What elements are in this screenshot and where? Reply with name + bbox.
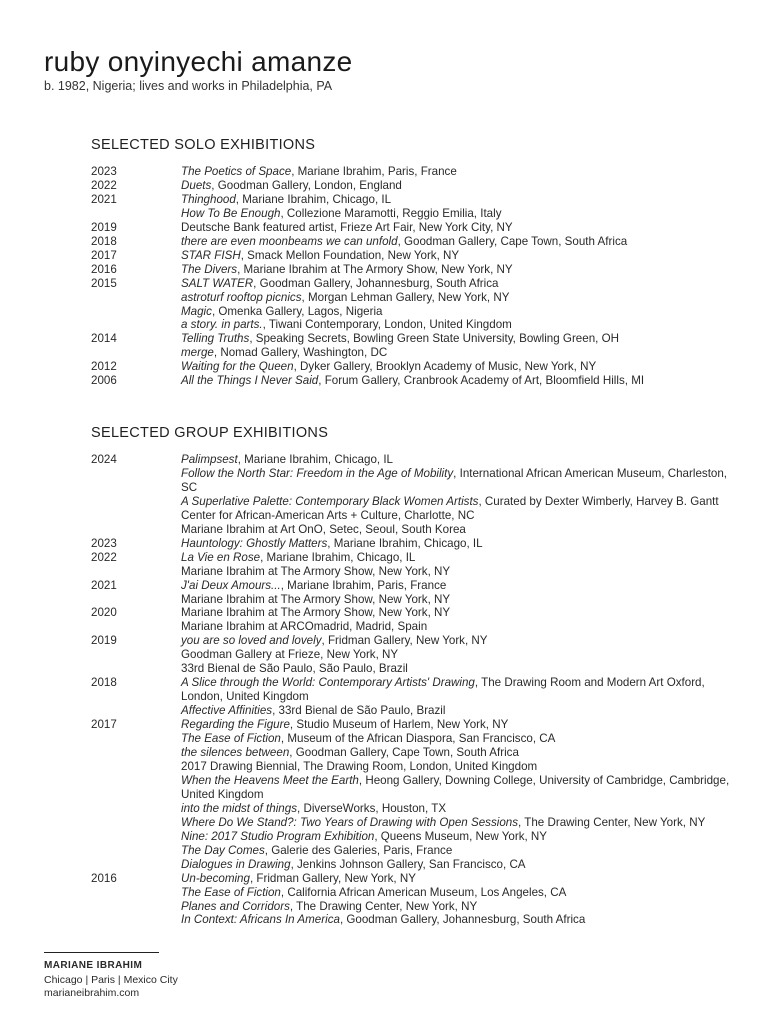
exhibition-entries xyxy=(181,277,731,333)
exhibition-title: a story. in parts. xyxy=(181,318,263,332)
exhibition-title: there are even moonbeams we can unfold xyxy=(181,234,398,248)
year-group xyxy=(91,579,731,607)
exhibition-entry xyxy=(181,746,731,760)
exhibition-year: 2019 xyxy=(91,220,117,234)
exhibition-title: SALT WATER xyxy=(181,276,254,290)
exhibition-entry xyxy=(181,844,731,858)
exhibition-title: Affective Affinities xyxy=(181,704,273,718)
exhibition-details: , Goodman Gallery, London, England xyxy=(211,178,402,192)
exhibition-entry xyxy=(181,648,731,662)
exhibition-entry xyxy=(181,332,731,346)
year-group xyxy=(91,551,731,579)
exhibition-details: , 33rd Bienal de São Paulo, Brazil xyxy=(272,704,446,718)
exhibition-details: , The Drawing Center, New York, NY xyxy=(518,815,706,829)
exhibition-title: Regarding the Figure xyxy=(181,718,290,732)
exhibition-entry xyxy=(181,620,731,634)
exhibition-entry xyxy=(181,523,731,537)
exhibition-entry xyxy=(181,305,731,319)
year-group xyxy=(91,221,731,235)
year-group xyxy=(91,676,731,718)
exhibition-title: Planes and Corridors xyxy=(181,899,290,913)
exhibition-details: , Collezione Maramotti, Reggio Emilia, Italy xyxy=(280,206,502,220)
exhibition-title: Telling Truths xyxy=(181,332,250,346)
exhibition-details: Mariane Ibrahim at Art OnO, Setec, Seoul, South Korea xyxy=(181,522,466,536)
exhibition-details: , Nomad Gallery, Washington, DC xyxy=(213,346,388,360)
exhibition-title: Palimpsest xyxy=(181,453,238,466)
exhibition-title: Duets xyxy=(181,178,212,192)
exhibition-year: 2022 xyxy=(91,178,117,192)
exhibition-details: Mariane Ibrahim at The Armory Show, New York, NY xyxy=(181,592,451,606)
exhibition-year: 2023 xyxy=(91,165,117,178)
exhibition-details: , Mariane Ibrahim, Chicago, IL xyxy=(260,550,416,564)
exhibition-entries xyxy=(181,634,731,676)
exhibition-details: , Goodman Gallery, Cape Town, South Africa xyxy=(289,746,519,760)
exhibition-title: STAR FISH xyxy=(181,248,241,262)
exhibition-title: astroturf rooftop picnics xyxy=(181,290,302,304)
group-exhibitions-list xyxy=(91,453,731,927)
exhibition-year: 2020 xyxy=(91,606,117,620)
exhibition-entry xyxy=(181,179,731,193)
exhibition-details: , Tiwani Contemporary, London, United Kingdom xyxy=(262,318,512,332)
exhibition-details: 33rd Bienal de São Paulo, São Paulo, Brazil xyxy=(181,662,408,676)
exhibition-title: Un-becoming xyxy=(181,871,250,885)
group-exhibitions-section xyxy=(91,425,731,927)
exhibition-title: The Day Comes xyxy=(181,843,265,857)
exhibition-year: 2018 xyxy=(91,676,117,690)
exhibition-details: , The Drawing Center, New York, NY xyxy=(289,899,478,913)
exhibition-details: , Mariane Ibrahim, Paris, France xyxy=(291,165,457,178)
exhibition-entry xyxy=(181,872,731,886)
exhibition-entries xyxy=(181,235,731,249)
exhibition-details: , Galerie des Galeries, Paris, France xyxy=(264,843,453,857)
exhibition-details: , Goodman Gallery, Cape Town, South Africa xyxy=(397,234,628,248)
exhibition-entry xyxy=(181,913,731,927)
exhibition-entry xyxy=(181,579,731,593)
exhibition-year: 2012 xyxy=(91,360,117,374)
exhibition-title: Nine: 2017 Studio Program Exhibition xyxy=(181,829,375,843)
exhibition-year: 2015 xyxy=(91,276,117,290)
exhibition-details: Mariane Ibrahim at The Armory Show, New York, NY xyxy=(181,606,451,620)
exhibition-entry xyxy=(181,263,731,277)
exhibition-details: , Queens Museum, New York, NY xyxy=(374,829,548,843)
exhibition-entries xyxy=(181,606,731,634)
exhibition-details: , Jenkins Johnson Gallery, San Francisco, CA xyxy=(290,857,526,871)
artist-name: ruby onyinyechi amanze xyxy=(44,46,353,77)
exhibition-title: All the Things I Never Said xyxy=(181,374,319,388)
exhibition-entry xyxy=(181,221,731,235)
exhibition-entry xyxy=(181,858,731,872)
exhibition-title: J'ai Deux Amours... xyxy=(181,578,281,592)
exhibition-entry xyxy=(181,606,731,620)
year-group xyxy=(91,249,731,263)
exhibition-entry xyxy=(181,565,731,579)
exhibition-year: 2024 xyxy=(91,453,117,466)
exhibition-title: The Ease of Fiction xyxy=(181,885,281,899)
exhibition-title: Hauntology: Ghostly Matters xyxy=(181,536,328,550)
year-group xyxy=(91,263,731,277)
year-group xyxy=(91,537,731,551)
exhibition-year: 2014 xyxy=(91,332,117,346)
exhibition-entry xyxy=(181,830,731,844)
exhibition-title: A Superlative Palette: Contemporary Black Women Artists xyxy=(181,494,479,508)
year-group xyxy=(91,193,731,221)
exhibition-details: , Speaking Secrets, Bowling Green State University, Bowling Green, OH xyxy=(249,332,619,346)
exhibition-entries xyxy=(181,263,731,277)
exhibition-details: , Goodman Gallery, Johannesburg, South Africa xyxy=(253,276,499,290)
exhibition-details: , Fridman Gallery, New York, NY xyxy=(321,634,488,648)
exhibition-details: , Forum Gallery, Cranbrook Academy of Art, Bloomfield Hills, MI xyxy=(318,374,645,388)
exhibition-details: , Omenka Gallery, Lagos, Nigeria xyxy=(211,304,383,318)
exhibition-title: Follow the North Star: Freedom in the Age of Mobility xyxy=(181,466,454,480)
exhibition-entry xyxy=(181,593,731,607)
year-group xyxy=(91,634,731,676)
exhibition-title: Where Do We Stand?: Two Years of Drawing with Open Sessions xyxy=(181,815,519,829)
solo-exhibitions-heading: SELECTED SOLO EXHIBITIONS xyxy=(91,137,316,153)
exhibition-entry xyxy=(181,453,731,467)
exhibition-details: , Curated by Dexter Wimberly, Harvey B. Gantt Center for African-American Arts + Culture, Charlotte, NC xyxy=(181,494,719,522)
exhibition-title: The Poetics of Space xyxy=(181,165,292,178)
exhibition-entries xyxy=(181,676,731,718)
exhibition-year: 2022 xyxy=(91,550,117,564)
exhibition-entries xyxy=(181,579,731,607)
artist-bio: b. 1982, Nigeria; lives and works in Philadelphia, PA xyxy=(44,79,333,93)
exhibition-details: Mariane Ibrahim at The Armory Show, New York, NY xyxy=(181,564,451,578)
exhibition-year: 2023 xyxy=(91,536,117,550)
exhibition-details: Mariane Ibrahim at ARCOmadrid, Madrid, Spain xyxy=(181,620,428,634)
solo-exhibitions-section xyxy=(91,137,731,388)
exhibition-details: , Mariane Ibrahim, Chicago, IL xyxy=(327,536,483,550)
exhibition-entry xyxy=(181,774,731,802)
exhibition-entries xyxy=(181,165,731,179)
footer-rule xyxy=(44,952,159,953)
exhibition-entry xyxy=(181,551,731,565)
exhibition-entry xyxy=(181,374,731,388)
exhibition-entry xyxy=(181,291,731,305)
exhibition-title: you are so loved and lovely xyxy=(181,634,322,648)
exhibition-title: merge xyxy=(181,346,214,360)
year-group xyxy=(91,277,731,333)
solo-exhibitions-list xyxy=(91,165,731,388)
exhibition-entries xyxy=(181,453,731,537)
exhibition-title: A Slice through the World: Contemporary Artists' Drawing xyxy=(181,676,475,690)
exhibition-entry xyxy=(181,802,731,816)
exhibition-title: How To Be Enough xyxy=(181,206,281,220)
year-group xyxy=(91,606,731,634)
exhibition-year: 2017 xyxy=(91,718,117,732)
exhibition-entry xyxy=(181,277,731,291)
exhibition-title: In Context: Africans In America xyxy=(181,913,340,927)
exhibition-year: 2016 xyxy=(91,871,117,885)
exhibition-title: Dialogues in Drawing xyxy=(181,857,291,871)
exhibition-details: , Museum of the African Diaspora, San Francisco, CA xyxy=(280,732,556,746)
year-group xyxy=(91,332,731,360)
exhibition-entries xyxy=(181,249,731,263)
exhibition-entry xyxy=(181,467,731,495)
exhibition-entry xyxy=(181,318,731,332)
exhibition-title: Thinghood xyxy=(181,192,236,206)
exhibition-entry xyxy=(181,718,731,732)
exhibition-details: Goodman Gallery at Frieze, New York, NY xyxy=(181,648,399,662)
exhibition-title: La Vie en Rose xyxy=(181,550,261,564)
exhibition-entry xyxy=(181,235,731,249)
exhibition-entries xyxy=(181,872,731,928)
exhibition-entry xyxy=(181,676,731,704)
exhibition-details: , Studio Museum of Harlem, New York, NY xyxy=(289,718,509,732)
exhibition-entry xyxy=(181,193,731,207)
exhibition-title: The Ease of Fiction xyxy=(181,732,281,746)
exhibition-details: , Mariane Ibrahim, Chicago, IL xyxy=(237,453,394,466)
exhibition-details: , Mariane Ibrahim at The Armory Show, New York, NY xyxy=(237,262,513,276)
exhibition-entries xyxy=(181,179,731,193)
exhibition-details: , Mariane Ibrahim, Paris, France xyxy=(280,578,447,592)
year-group xyxy=(91,453,731,537)
exhibition-details: Deutsche Bank featured artist, Frieze Art Fair, New York City, NY xyxy=(181,220,513,234)
exhibition-details: , Smack Mellon Foundation, New York, NY xyxy=(240,248,460,262)
exhibition-entry xyxy=(181,816,731,830)
year-group xyxy=(91,165,731,179)
year-group xyxy=(91,374,731,388)
exhibition-entry xyxy=(181,207,731,221)
gallery-name: MARIANE IBRAHIM xyxy=(44,960,143,971)
exhibition-entries xyxy=(181,360,731,374)
exhibition-entry xyxy=(181,495,731,523)
exhibition-title: Magic xyxy=(181,304,212,318)
exhibition-entry xyxy=(181,634,731,648)
exhibition-entries xyxy=(181,537,731,551)
year-group xyxy=(91,235,731,249)
exhibition-entries xyxy=(181,332,731,360)
exhibition-details: , Mariane Ibrahim, Chicago, IL xyxy=(235,192,392,206)
exhibition-year: 2021 xyxy=(91,192,117,206)
year-group xyxy=(91,360,731,374)
exhibition-details: 2017 Drawing Biennial, The Drawing Room, London, United Kingdom xyxy=(181,759,538,773)
exhibition-entry xyxy=(181,249,731,263)
exhibition-entry xyxy=(181,732,731,746)
exhibition-title: The Divers xyxy=(181,262,238,276)
exhibition-entry xyxy=(181,886,731,900)
exhibition-details: , Goodman Gallery, Johannesburg, South Africa xyxy=(339,913,586,927)
exhibition-entry xyxy=(181,537,731,551)
exhibition-details: , The Drawing Room and Modern Art Oxford, London, United Kingdom xyxy=(181,676,705,704)
year-group xyxy=(91,872,731,928)
exhibition-year: 2018 xyxy=(91,234,117,248)
exhibition-entries xyxy=(181,551,731,579)
exhibition-entry xyxy=(181,704,731,718)
gallery-cities: Chicago | Paris | Mexico City xyxy=(44,974,178,986)
exhibition-details: , Heong Gallery, Downing College, University of Cambridge, Cambridge, United Kingdom xyxy=(181,773,730,801)
exhibition-entries xyxy=(181,221,731,235)
exhibition-entry xyxy=(181,165,731,179)
exhibition-year: 2006 xyxy=(91,374,117,388)
exhibition-entries xyxy=(181,193,731,221)
year-group xyxy=(91,179,731,193)
exhibition-title: the silences between xyxy=(181,746,290,760)
gallery-website[interactable]: marianeibrahim.com xyxy=(44,987,140,999)
exhibition-entry xyxy=(181,346,731,360)
exhibition-details: , Dyker Gallery, Brooklyn Academy of Music, New York, NY xyxy=(293,360,597,374)
exhibition-year: 2017 xyxy=(91,248,117,262)
gallery-footer xyxy=(44,952,178,1000)
exhibition-title: into the midst of things xyxy=(181,801,297,815)
exhibition-year: 2021 xyxy=(91,578,117,592)
exhibition-details: , DiverseWorks, Houston, TX xyxy=(297,801,447,815)
exhibition-details: , International African American Museum, Charleston, SC xyxy=(181,466,728,494)
exhibition-title: Waiting for the Queen xyxy=(181,360,294,374)
exhibition-details: , Fridman Gallery, New York, NY xyxy=(249,871,416,885)
exhibition-details: , California African American Museum, Los Angeles, CA xyxy=(280,885,567,899)
exhibition-entries xyxy=(181,718,731,871)
exhibition-year: 2019 xyxy=(91,634,117,648)
exhibition-entry xyxy=(181,360,731,374)
group-exhibitions-heading: SELECTED GROUP EXHIBITIONS xyxy=(91,425,329,441)
exhibition-details: , Morgan Lehman Gallery, New York, NY xyxy=(301,290,510,304)
exhibition-entry xyxy=(181,900,731,914)
year-group xyxy=(91,718,731,871)
exhibition-year: 2016 xyxy=(91,262,117,276)
exhibition-title: When the Heavens Meet the Earth xyxy=(181,773,359,787)
exhibition-entries xyxy=(181,374,731,388)
exhibition-entry xyxy=(181,760,731,774)
exhibition-entry xyxy=(181,662,731,676)
